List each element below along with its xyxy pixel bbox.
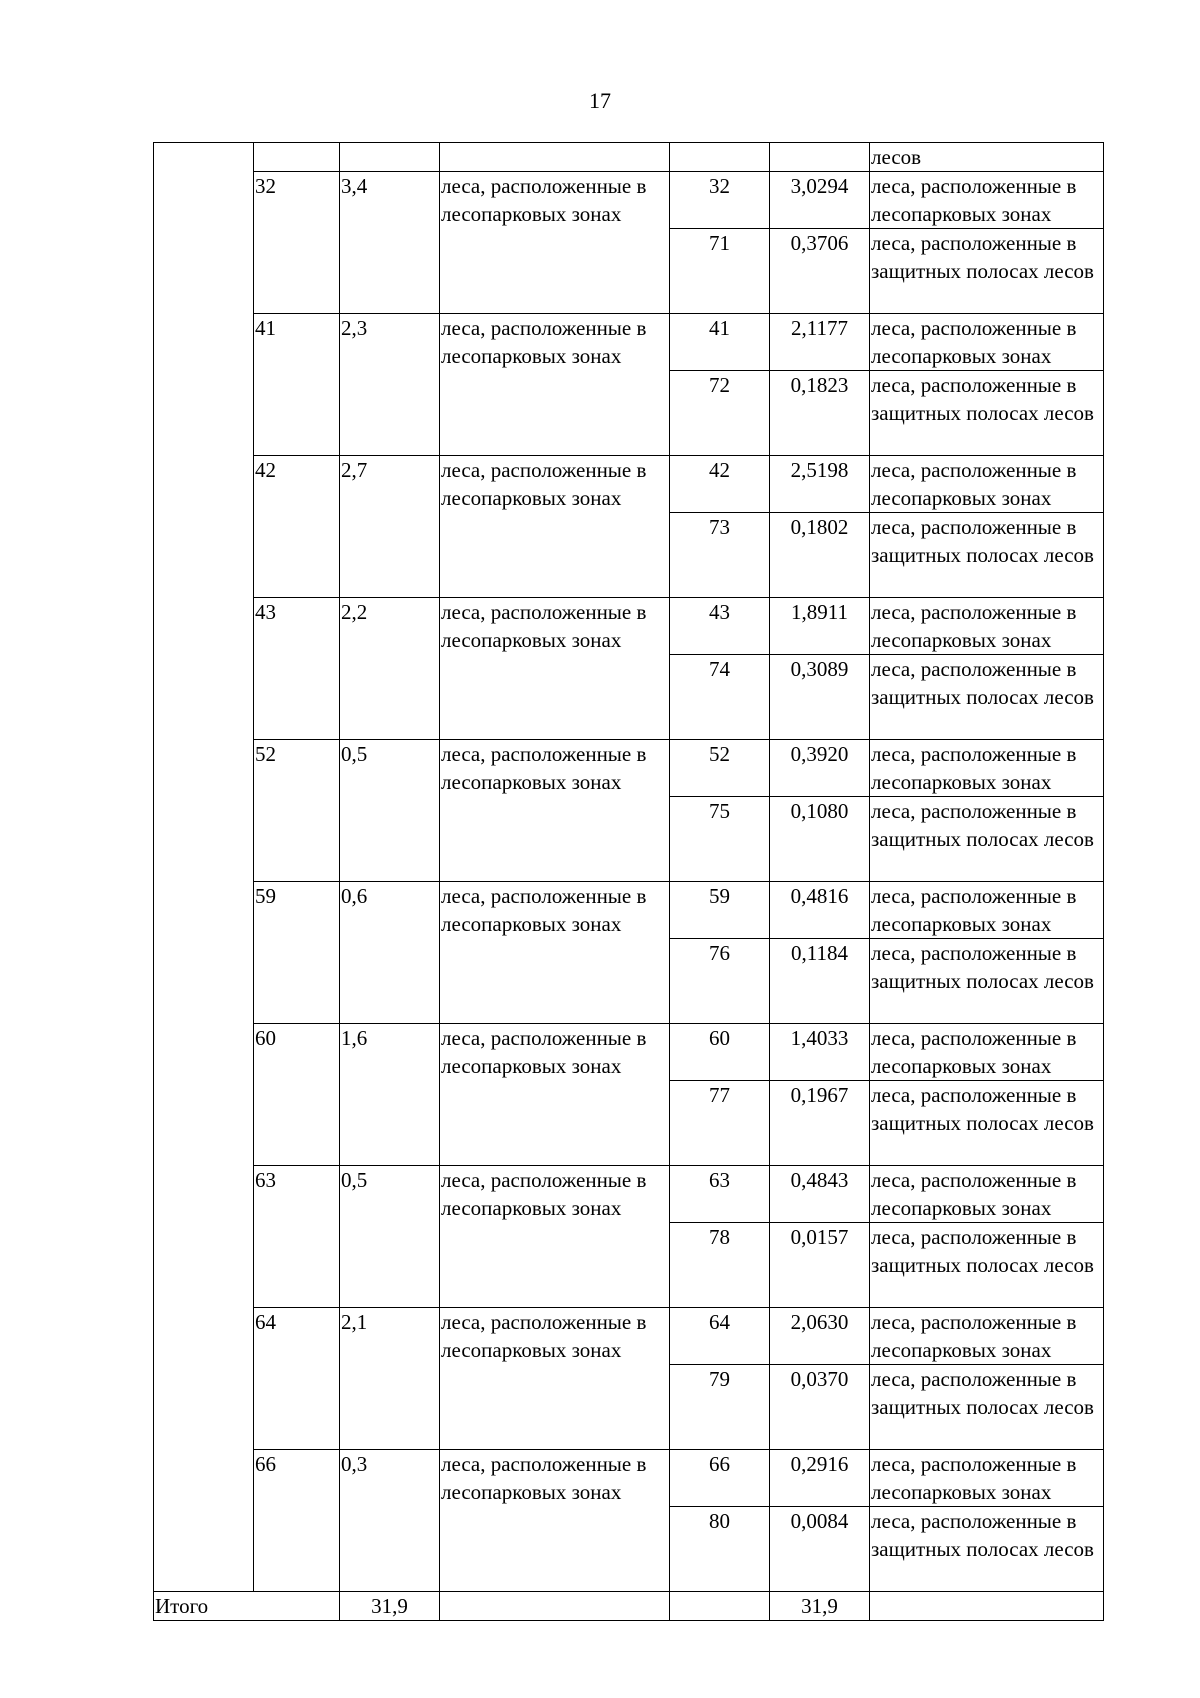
cell-new-quarter-number: 76 — [670, 939, 770, 1024]
cell-new-quarter-category: леса, расположенные в защитных полосах лесов — [870, 371, 1104, 456]
cell-new-quarter-category: леса, расположенные в лесопарковых зонах — [870, 740, 1104, 797]
table-row — [154, 1166, 1104, 1223]
cell-new-quarter-category: леса, расположенные в лесопарковых зонах — [870, 1308, 1104, 1365]
cell-new-quarter-area: 0,1080 — [770, 797, 870, 882]
cell-new-quarter-number: 73 — [670, 513, 770, 598]
cell-new-quarter-category: леса, расположенные в лесопарковых зонах — [870, 456, 1104, 513]
cell-quarter-area: 0,5 — [340, 1166, 440, 1308]
cell-new-quarter-category: леса, расположенные в лесопарковых зонах — [870, 314, 1104, 371]
table-row — [154, 882, 1104, 939]
cell-quarter-category: леса, расположенные в лесопарковых зонах — [440, 1308, 670, 1450]
cell-new-quarter-area: 2,5198 — [770, 456, 870, 513]
cell-quarter-area: 0,3 — [340, 1450, 440, 1592]
cell-quarter-area: 2,7 — [340, 456, 440, 598]
cell-new-quarter-area: 0,0157 — [770, 1223, 870, 1308]
cell-new-quarter-category: леса, расположенные в лесопарковых зонах — [870, 172, 1104, 229]
cell-new-quarter-number: 63 — [670, 1166, 770, 1223]
cell-new-quarter-number: 52 — [670, 740, 770, 797]
cell-quarter-category: леса, расположенные в лесопарковых зонах — [440, 598, 670, 740]
cell-new-quarter-area: 0,1823 — [770, 371, 870, 456]
total-area-before: 31,9 — [340, 1592, 440, 1621]
cell-quarter-number: 64 — [254, 1308, 340, 1450]
cell-quarter-area: 2,2 — [340, 598, 440, 740]
cell-new-quarter-area: 0,3920 — [770, 740, 870, 797]
table-body — [154, 143, 1104, 1621]
cell-new-quarter-area: 0,0370 — [770, 1365, 870, 1450]
cell-quarter-number: 59 — [254, 882, 340, 1024]
cell-quarter-category: леса, расположенные в лесопарковых зонах — [440, 740, 670, 882]
cell-quarter-category: леса, расположенные в лесопарковых зонах — [440, 1450, 670, 1592]
cell-new-quarter-area: 0,2916 — [770, 1450, 870, 1507]
cell-new-quarter-number: 59 — [670, 882, 770, 939]
table-row — [154, 598, 1104, 655]
forest-allotment-table — [153, 142, 1104, 1621]
cell-new-quarter-area: 3,0294 — [770, 172, 870, 229]
table-row — [154, 1024, 1104, 1081]
cell-new-quarter-number: 78 — [670, 1223, 770, 1308]
cell-quarter-category: леса, расположенные в лесопарковых зонах — [440, 882, 670, 1024]
cell-quarter-area: 1,6 — [340, 1024, 440, 1166]
cell-new-quarter-number: 79 — [670, 1365, 770, 1450]
cell-new-quarter-number: 43 — [670, 598, 770, 655]
cell-new-quarter-number: 80 — [670, 1507, 770, 1592]
cell-new-quarter-area: 0,3706 — [770, 229, 870, 314]
cell-quarter-number: 42 — [254, 456, 340, 598]
cell-new-quarter-category: леса, расположенные в защитных полосах лесов — [870, 1223, 1104, 1308]
cell-quarter-category: леса, расположенные в лесопарковых зонах — [440, 456, 670, 598]
cell-new-quarter-number: 75 — [670, 797, 770, 882]
cell-blank — [670, 1592, 770, 1621]
cell-new-quarter-number: 41 — [670, 314, 770, 371]
total-label: Итого — [154, 1592, 340, 1621]
page-number: 17 — [589, 88, 611, 113]
cell-new-quarter-category: леса, расположенные в лесопарковых зонах — [870, 1166, 1104, 1223]
table-row — [154, 456, 1104, 513]
cell-new-quarter-category: леса, расположенные в защитных полосах лесов — [870, 1365, 1104, 1450]
cell-new-quarter-area: 0,4816 — [770, 882, 870, 939]
total-area-after: 31,9 — [770, 1592, 870, 1621]
cell-new-quarter-area: 0,1184 — [770, 939, 870, 1024]
cell-quarter-area: 2,3 — [340, 314, 440, 456]
cell-new-quarter-category: леса, расположенные в защитных полосах лесов — [870, 1081, 1104, 1166]
cell-new-quarter-number: 74 — [670, 655, 770, 740]
cell-new-quarter-area: 0,1802 — [770, 513, 870, 598]
cell-quarter-number: 63 — [254, 1166, 340, 1308]
cell-new-quarter-category: леса, расположенные в лесопарковых зонах — [870, 1450, 1104, 1507]
cell-blank — [154, 143, 254, 1592]
table-row — [154, 740, 1104, 797]
cell-quarter-area: 0,6 — [340, 882, 440, 1024]
cell-quarter-number: 43 — [254, 598, 340, 740]
cell-new-quarter-category: леса, расположенные в лесопарковых зонах — [870, 882, 1104, 939]
cell-new-quarter-number: 42 — [670, 456, 770, 513]
table-row — [154, 143, 1104, 172]
cell-blank — [440, 1592, 670, 1621]
cell-new-quarter-number: 77 — [670, 1081, 770, 1166]
cell-new-quarter-area: 0,1967 — [770, 1081, 870, 1166]
cell-quarter-area: 2,1 — [340, 1308, 440, 1450]
cell-quarter-number: 60 — [254, 1024, 340, 1166]
cell-quarter-number: 52 — [254, 740, 340, 882]
cell-blank — [440, 143, 670, 172]
table-row — [154, 1308, 1104, 1365]
cell-new-quarter-area: 0,0084 — [770, 1507, 870, 1592]
cell-new-quarter-area: 0,4843 — [770, 1166, 870, 1223]
cell-new-quarter-category: леса, расположенные в защитных полосах лесов — [870, 229, 1104, 314]
cell-new-quarter-area: 1,8911 — [770, 598, 870, 655]
cell-blank — [770, 143, 870, 172]
cell-new-quarter-number: 71 — [670, 229, 770, 314]
cell-new-quarter-number: 60 — [670, 1024, 770, 1081]
cell-new-quarter-area: 1,4033 — [770, 1024, 870, 1081]
cell-new-quarter-category: леса, расположенные в защитных полосах лесов — [870, 1507, 1104, 1592]
cell-quarter-area: 0,5 — [340, 740, 440, 882]
cell-new-quarter-category: леса, расположенные в защитных полосах лесов — [870, 655, 1104, 740]
cell-new-quarter-category: леса, расположенные в лесопарковых зонах — [870, 1024, 1104, 1081]
cell-new-quarter-category: леса, расположенные в защитных полосах лесов — [870, 797, 1104, 882]
cell-blank — [670, 143, 770, 172]
cell-new-quarter-number: 64 — [670, 1308, 770, 1365]
table-row — [154, 172, 1104, 229]
cell-quarter-category: леса, расположенные в лесопарковых зонах — [440, 1024, 670, 1166]
cell-new-quarter-area: 0,3089 — [770, 655, 870, 740]
table-row — [154, 314, 1104, 371]
cell-quarter-category: леса, расположенные в лесопарковых зонах — [440, 1166, 670, 1308]
cell-new-quarter-category: леса, расположенные в защитных полосах лесов — [870, 939, 1104, 1024]
cell-new-quarter-number: 66 — [670, 1450, 770, 1507]
cell-quarter-number: 32 — [254, 172, 340, 314]
cell-blank — [870, 1592, 1104, 1621]
cell-quarter-category: леса, расположенные в лесопарковых зонах — [440, 314, 670, 456]
cell-new-quarter-area: 2,0630 — [770, 1308, 870, 1365]
cell-quarter-number: 41 — [254, 314, 340, 456]
cell-quarter-area: 3,4 — [340, 172, 440, 314]
cell-new-quarter-number: 32 — [670, 172, 770, 229]
cell-blank — [340, 143, 440, 172]
total-row — [154, 1592, 1104, 1621]
cell-new-quarter-category: леса, расположенные в лесопарковых зонах — [870, 598, 1104, 655]
cell-new-quarter-number: 72 — [670, 371, 770, 456]
cell-new-quarter-area: 2,1177 — [770, 314, 870, 371]
cell-quarter-number: 66 — [254, 1450, 340, 1592]
table-row — [154, 1450, 1104, 1507]
cell-quarter-category: леса, расположенные в лесопарковых зонах — [440, 172, 670, 314]
cell-blank — [254, 143, 340, 172]
cell-new-quarter-category: леса, расположенные в защитных полосах лесов — [870, 513, 1104, 598]
cell-category-continued: лесов — [870, 143, 1104, 172]
